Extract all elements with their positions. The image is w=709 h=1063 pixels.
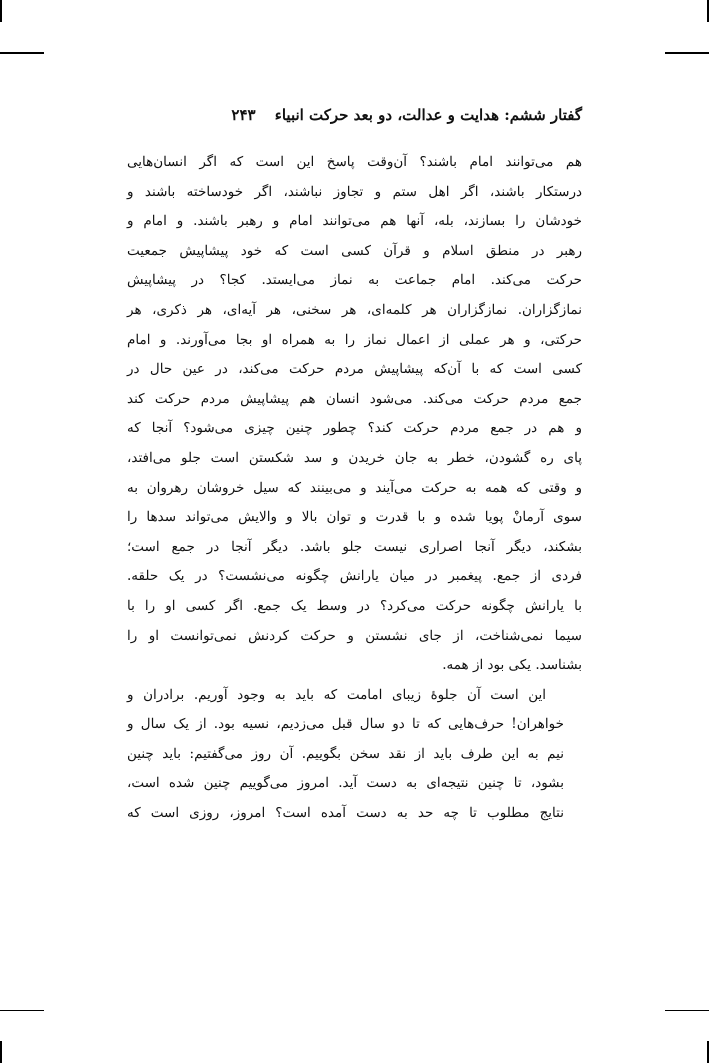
- text-line: فردی از جمع. پیغمبر در میان یارانش چگونه می‌نشست؟ در یک حلقه.: [127, 568, 582, 585]
- text-line: بشود، تا چنین نتیجه‌ای به دست آید. امروز می‌گوییم چنین شده است،: [127, 775, 564, 792]
- text-line: بشناسد. یکی بود از همه.: [442, 657, 582, 674]
- crop-mark-bottom-left-horizontal: [0, 1010, 44, 1012]
- running-head: [127, 100, 582, 130]
- crop-mark-top-right-horizontal: [665, 52, 709, 54]
- crop-mark-top-left-horizontal: [0, 52, 44, 54]
- paragraph-1: [127, 148, 582, 681]
- paragraph-2: [127, 681, 582, 829]
- text-line: خواهران! حرف‌هایی که تا دو سال قبل می‌زدیم، نسیه بود. از یک سال و: [127, 716, 564, 733]
- text-line: پای ره گشودن، خطر به جان خریدن و سد شکستن است جلو می‌افتد،: [127, 449, 582, 466]
- text-line: با یارانش چگونه حرکت می‌کرد؟ در وسط یک جمع. اگر کسی او را با: [127, 597, 582, 614]
- text-line: نیم به این طرف باید از نقد سخن بگوییم. آن روز می‌گفتیم: باید چنین: [127, 745, 564, 762]
- text-line: و هم در جمع مردم حرکت کند؟ چطور چنین چیزی می‌شود؟ آنجا که: [127, 420, 582, 437]
- text-line: سوی آرمانْ پویا شده و با قدرت و توان بالا و والایش می‌تواند سدها را: [127, 509, 582, 526]
- body-text: [127, 148, 582, 829]
- text-line: رهبر در منطق اسلام و قرآن کسی است که خود پیشاپیش جمعیت: [127, 242, 582, 259]
- text-line: حرکتی، و هر عملی از اعمال نماز را به همراه او بجا می‌آورند. و امام: [127, 331, 582, 348]
- crop-mark-bottom-left-vertical: [0, 1041, 2, 1063]
- text-line: و وقتی که همه به حرکت می‌آیند و می‌بینند که سیل خروشان رهروان به: [127, 479, 582, 496]
- chapter-title: گفتار ششم: هدایت و عدالت، دو بعد حرکت انبیاء: [274, 106, 582, 124]
- text-line: کسی است که با آن‌که پیشاپیش مردم حرکت می‌کند، در عین حال در: [127, 361, 582, 378]
- text-line: هم می‌توانند امام باشند؟ آن‌وقت پاسخ این است که اگر انسان‌هایی: [127, 154, 582, 170]
- text-line: این است آن جلوهٔ زیبای امامت که باید به وجود آوریم. برادران و: [127, 686, 546, 703]
- crop-mark-top-left-vertical: [0, 0, 2, 22]
- text-line: بشکند، دیگر آنجا اصراری نیست جلو باشد. دیگر آنجا در جمع است؛: [127, 538, 582, 555]
- text-line: سیما نمی‌شناخت، از جای نشستن و حرکت کردنش نمی‌توانست او را: [127, 627, 582, 644]
- text-line: درستکار باشند، اگر اهل ستم و تجاوز نباشند، اگر خودساخته باشند و: [127, 183, 582, 200]
- text-line: حرکت می‌کند. امام جماعت به نماز می‌ایستد. کجا؟ در پیشاپیش: [127, 272, 582, 289]
- text-line: جمع مردم حرکت می‌کند. می‌شود انسان هم پیشاپیش مردم حرکت کند: [127, 390, 582, 407]
- text-line: نمازگزاران. نمازگزاران هر کلمه‌ای، هر سخنی، هر آیه‌ای، هر ذکری، هر: [127, 301, 582, 318]
- text-line: خودشان را بسازند، بله، آنها هم می‌توانند امام و رهبر باشند. و امام و: [127, 213, 582, 230]
- text-line: نتایج مطلوب تا چه حد به دست آمده است؟ امروز، روزی است که: [127, 805, 564, 822]
- page-number: ۲۴۳: [231, 106, 256, 124]
- crop-mark-bottom-right-horizontal: [665, 1010, 709, 1012]
